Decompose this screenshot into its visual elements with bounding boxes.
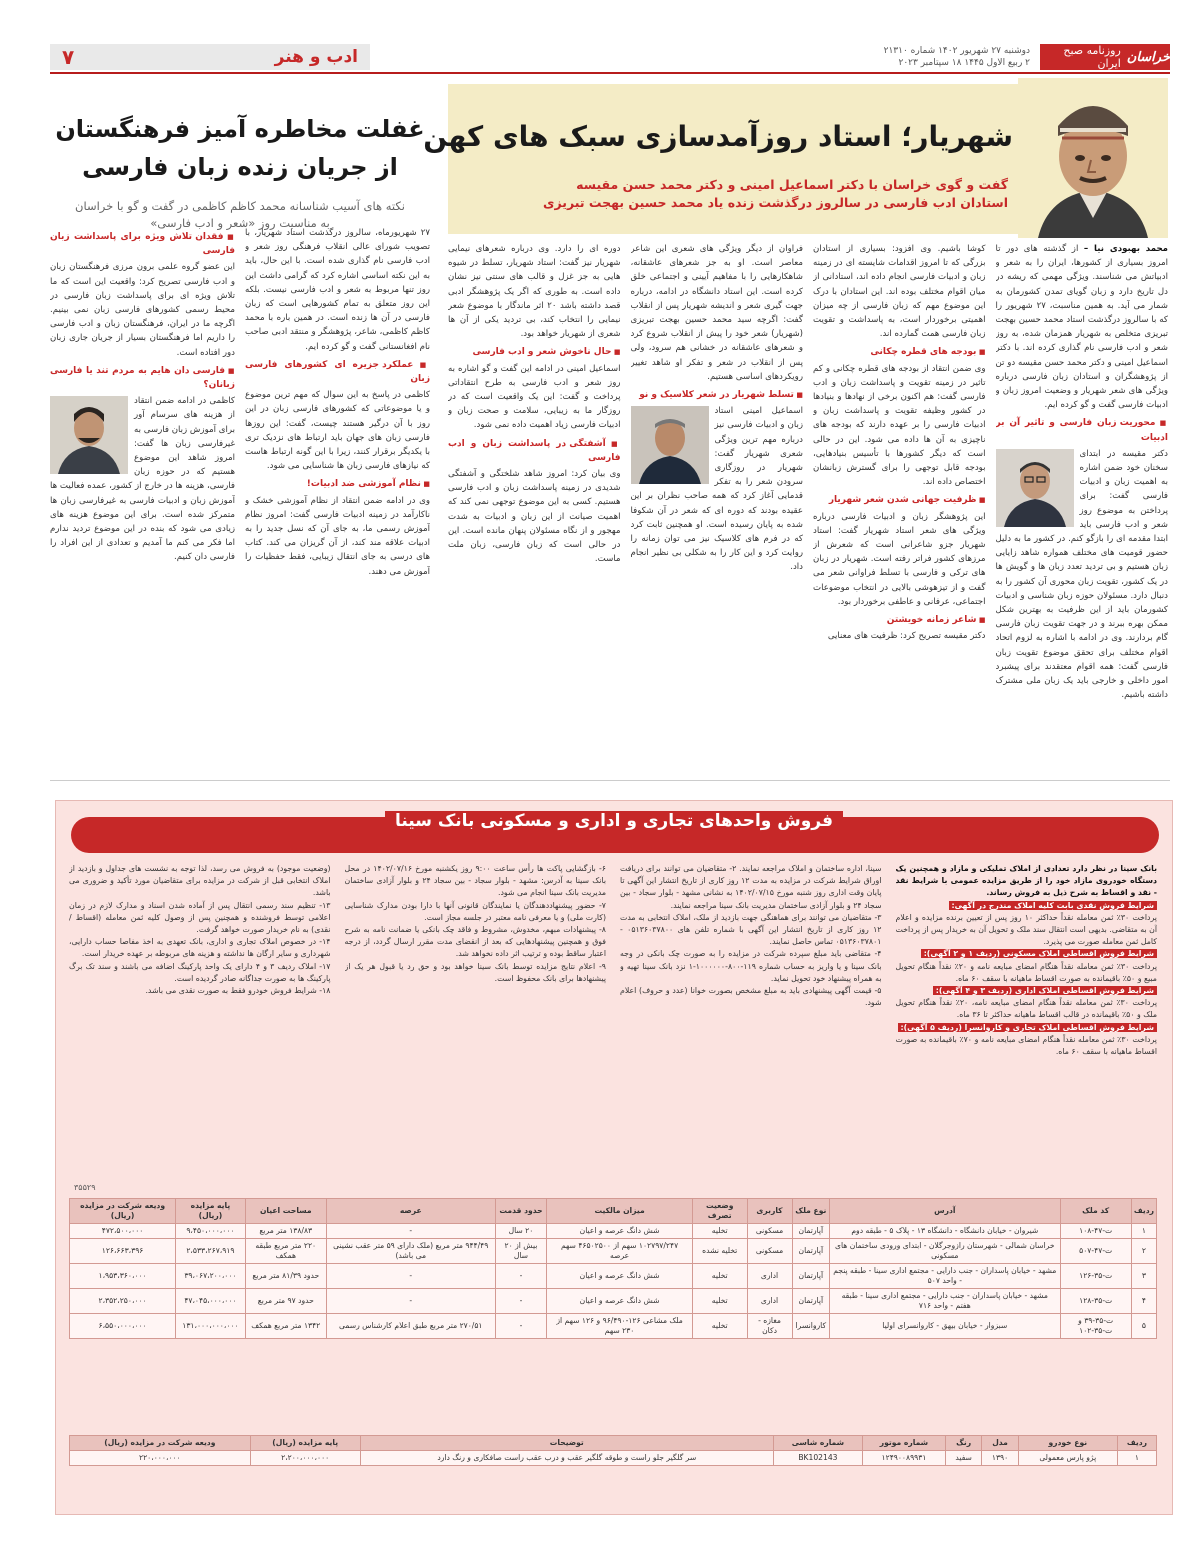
ad-code: ۳۵۵۲۹ — [74, 1183, 96, 1192]
ad-paragraph: پرداخت ۳۰٪ ثمن معامله نقداً هنگام امضای مبایعه نامه، ۲۰٪ نقداً هنگام تحویل ملک و ۵۰٪ باقیمانده در قالب اقساط ماهیانه حداکثر تا ۳۶ ماه. — [895, 998, 1157, 1020]
ad-condition-heading: شرایط فروش نقدی بابت کلیه املاک مندرج در آگهی: — [949, 901, 1157, 910]
side-subhead: ■ عملکرد جزیره ای کشورهای فارسی زبان — [245, 358, 430, 386]
property-table — [69, 1198, 1157, 1339]
table-header-cell: حدود قدمت — [495, 1199, 547, 1224]
ad-title[interactable]: فروش واحدهای تجاری و اداری و مسکونی بانک سینا — [385, 811, 843, 831]
vehicle-table — [69, 1435, 1157, 1466]
table-cell: حدود ۸۱/۳۹ متر مربع — [245, 1264, 326, 1289]
lead-paragraph: از گذشته های دور تا امروز بسیاری از کشورها، ایران را به شعر و ادبیاتش می شناسند. ویژگی مهمی که ریشه در دل تاریخ دارد و زبان گویای تمدن کشورمان به شمار می آید. به همین مناسبت، ۲۷ شهریور را که با سالروز درگذشت استاد محمد حسین بهجت تبریزی متخلص به شهریار همزمان شده، به روز شعر و ادب فارسی نام گذاری کرده اند. با دکتر اسماعیل امینی و دکتر محمد حسن مقیسه دو تن از پژوهشگران و استادان زبان فارسی درباره ویژگی های شعر شهریار و وضعیت امروز زبان و ادبیات فارسی گفت و گو کرده ایم. — [995, 244, 1168, 411]
table-header-cell: ردیف — [1117, 1436, 1156, 1451]
ad-paragraph: پرداخت ۳۰٪ ثمن معامله نقداً هنگام امضای مبایعه نامه و ۷۰٪ باقیمانده به صورت اقساط ماهیانه با سقف ۶۰ ماه. — [895, 1034, 1157, 1057]
table-row[interactable] — [70, 1314, 1157, 1339]
vehicle-table-body — [70, 1451, 1157, 1466]
table-header-cell: ودیعه شرکت در مزایده (ریال) — [70, 1436, 251, 1451]
table-cell: ت-۳۵-۱۲۸ — [1060, 1289, 1131, 1314]
ad-paragraph: ۷- حضور پیشنهاددهندگان یا نمایندگان قانونی آنها با دارا بودن مدارک شناسایی (کارت ملی) و یا معرفی نامه معتبر در جلسه مجاز است. — [344, 900, 606, 922]
table-cell: ۱ — [1131, 1224, 1156, 1239]
table-cell: ۴۷۲،۵۰۰،۰۰۰ — [70, 1224, 176, 1239]
side-columns — [50, 226, 430, 840]
table-cell: آپارتمان — [792, 1224, 830, 1239]
table-cell: - — [326, 1264, 495, 1289]
table-cell: ۶،۵۵۰،۰۰۰،۰۰۰ — [70, 1314, 176, 1339]
table-cell: آپارتمان — [792, 1264, 830, 1289]
table-cell: ۱۲۶،۶۶۳،۳۹۶ — [70, 1239, 176, 1264]
ad-condition-heading: شرایط فروش اقساطی املاک مسکونی (ردیف ۱ و ۲ آگهی): — [921, 949, 1157, 958]
side-subtitle-1: نکته های آسیب شناسانه محمد کاظم کاظمی در گفت و گو با خراسان — [75, 199, 405, 213]
page-number: ۷ — [62, 45, 75, 69]
table-cell: پژو پارس معمولی — [1018, 1451, 1117, 1466]
lead-subtitle-2: استادان ادب فارسی در سالروز درگذشت زنده یاد محمد حسین بهجت تبریزی — [543, 195, 1008, 210]
ad-paragraph: پرداخت ۳۰٪ ثمن معامله نقداً هنگام امضای مبایعه نامه و ۲۰٪ نقداً هنگام تحویل مبیع و ۵۰٪ باقیمانده به صورت اقساط ماهیانه با سقف ۶۰ ماه. — [895, 961, 1157, 983]
table-cell: آپارتمان — [792, 1289, 830, 1314]
table-cell: - — [495, 1289, 547, 1314]
table-cell: مشهد - خیابان پاسداران - جنب دارایی - مجتمع اداری سینا - طبقه هفتم - واحد ۷۱۶ — [830, 1289, 1060, 1314]
table-cell: ۱۳۹۰ — [982, 1451, 1018, 1466]
shahriar-portrait — [1018, 78, 1168, 238]
ad-paragraph: (وضعیت موجود) به فروش می رسد، لذا توجه به نشست های جداول و بازدید از املاک انتخابی قبل از شرکت در مزایده برای متقاضیان مورد تأکید و ضروری می باشد. — [69, 864, 331, 898]
table-cell: ۲،۵۳۳،۲۶۷،۹۱۹ — [176, 1239, 246, 1264]
byline: محمد بهبودی نیا – — [1083, 244, 1168, 254]
table-cell: اداری — [747, 1264, 792, 1289]
section-name: ادب و هنر — [274, 47, 358, 67]
lead-subhead: ■ محوریت زبان فارسی و تاثیر آن بر ادبیات — [996, 416, 1169, 444]
ad-intro: بانک سینا در نظر دارد تعدادی از املاک تملیکی و مازاد و همچنین یک دستگاه خودروی مازاد خود را از طریق مزایده عمومی با شرایط نقد - نقد و اقساط به شرح ذیل به فروش رساند. — [895, 864, 1157, 898]
ad-column-2 — [620, 863, 882, 1133]
lead-column-1 — [996, 242, 1169, 832]
table-cell: ۳۹،۰۶۷،۲۰۰،۰۰۰ — [176, 1264, 246, 1289]
lead-paragraph: دکتر مقیسه تصریح کرد: ظرفیت های معنایی — [827, 631, 986, 642]
table-header-cell: وضعیت تصرف — [692, 1199, 747, 1224]
table-cell: ت-۴۷-۵۰۷ — [1060, 1239, 1131, 1264]
side-subhead: ■ فارسی دان هایم به مردم تند یا فارسی زبانان؟ — [50, 364, 235, 392]
table-cell: ت-۴۷-۱۰۸ — [1060, 1224, 1131, 1239]
table-header-cell: کد ملک — [1060, 1199, 1131, 1224]
table-row[interactable] — [70, 1264, 1157, 1289]
property-table-header — [70, 1199, 1157, 1224]
page-header — [50, 42, 1170, 74]
brand-tagline: روزنامه صبح ایران — [1063, 44, 1121, 70]
table-cell: حدود ۹۷ متر مربع — [245, 1289, 326, 1314]
interviewee-photo — [631, 406, 709, 484]
table-cell: ملک مشاعی ۱۲۶-۹۶/۴۹۰ و ۱۲۶ سهم از ۲۳۰ سهم — [547, 1314, 693, 1339]
table-cell: شش دانگ عرصه و اعیان — [547, 1264, 693, 1289]
table-cell: ۲،۳۵۲،۲۵۰،۰۰۰ — [70, 1289, 176, 1314]
lead-subtitle-1: گفت و گوی خراسان با دکتر اسماعیل امینی و دکتر محمد حسن مقیسه — [576, 177, 1008, 192]
ad-paragraph: ۱۸- شرایط فروش خودرو فقط به صورت نقدی می باشد. — [145, 986, 331, 996]
table-header-cell: ردیف — [1131, 1199, 1156, 1224]
table-header-cell: نوع خودرو — [1018, 1436, 1117, 1451]
ad-condition-heading: شرایط فروش اقساطی املاک تجاری و کاروانسرا (ردیف ۵ آگهی): — [898, 1023, 1158, 1032]
table-header-cell: توضیحات — [360, 1436, 773, 1451]
table-cell: اداری — [747, 1289, 792, 1314]
table-cell: تخلیه نشده — [692, 1239, 747, 1264]
table-cell: مغازه - دکان — [747, 1314, 792, 1339]
table-cell: مشهد - خیابان پاسداران - جنب دارایی - مجتمع اداری سینا - طبقه پنجم - واحد ۵۰۷ — [830, 1264, 1060, 1289]
table-header-cell: کاربری — [747, 1199, 792, 1224]
table-header-cell: عرصه — [326, 1199, 495, 1224]
table-cell: - — [326, 1224, 495, 1239]
table-cell: سفید — [945, 1451, 981, 1466]
table-header-cell: رنگ — [945, 1436, 981, 1451]
table-cell: بیش از ۲۰ سال — [495, 1239, 547, 1264]
lead-column-4 — [448, 242, 621, 832]
table-cell: ۲،۲۰۰،۰۰۰،۰۰۰ — [250, 1451, 360, 1466]
table-cell: ۱،۹۵۳،۳۶۰،۰۰۰ — [70, 1264, 176, 1289]
table-cell: شش دانگ عرصه و اعیان — [547, 1224, 693, 1239]
vehicle-table-header — [70, 1436, 1157, 1451]
table-header-cell: مساحت اعیان — [245, 1199, 326, 1224]
side-paragraph: ۲۷ شهریورماه، سالروز درگذشت استاد شهریار، با تصویب شورای عالی انقلاب فرهنگی روز شعر و ادب فارسی نام گذاری شده است. با این حال، باید به این نکته اساسی اشاره کرد که گرامی داشت این روز تنها مربوط به شعر و ادب فارسی نیست. بلکه این روز متعلق به تمام کشورهایی است که زبان فارسی در آن ها زنده است. در همین باره با محمد کاظم کاظمی، شاعر، پژوهشگر و منتقد ادبی صاحب نام افغانستانی گفت و گو کرده ایم. — [245, 228, 430, 352]
table-cell: ۲۷۰/۵۱ متر مربع طبق اعلام کارشناس رسمی — [326, 1314, 495, 1339]
side-subhead: ■ نظام آموزشی ضد ادبیات! — [245, 477, 430, 491]
table-header-cell: پایه مزایده (ریال) — [250, 1436, 360, 1451]
lead-paragraph: فراوان از دیگر ویژگی های شعری این شاعر معاصر است. او به جز شعرهای عاشقانه، شاهکارهایی را با مفاهیم آیینی و اجتماعی خلق کرده است. این استاد دانشگاه در ادامه، درباره جهت گیری شعر و اندیشه شهریار پس از انقلاب گفت: اگرچه سید محمد حسین بهجت تبریزی (شهریار) شعر خود را پیش از انقلاب شروع کرد و شعرهای عاشقانه در خشانی هم سرود، ولی پس از انقلاب در شعر و تفکر او شاهد تغییر رویکردهای اساسی هستیم. — [630, 244, 803, 382]
table-cell: مسکونی — [747, 1239, 792, 1264]
lead-subhead: ■ بودجه های قطره چکانی — [813, 345, 986, 359]
kazemi-photo — [50, 396, 128, 474]
dateline — [884, 45, 1030, 69]
newspaper-brand[interactable] — [1040, 44, 1170, 70]
section-divider — [50, 780, 1170, 781]
ad-condition-heading: شرایط فروش اقساطی املاک اداری (ردیف ۳ و ۴ آگهی): — [933, 986, 1157, 995]
side-paragraph: این عضو گروه علمی برون مرزی فرهنگستان زبان و ادب فارسی تصریح کرد: واقعیت این است که ما تلاش ویژه ای برای پاسداشت زبان فارسی در محیط رسمی کشورهای فارسی زبان نمی بینیم. اگرچه ما در ایران، فرهنگستان زبان و ادب فارسی را داریم اما فرهنگستان بسیار از جریان جاری زبان دور افتاده است. — [50, 262, 235, 358]
side-column-2 — [50, 226, 235, 840]
table-cell: ۴۷،۰۴۵،۰۰۰،۰۰۰ — [176, 1289, 246, 1314]
bank-sina-advertisement — [55, 800, 1173, 1515]
table-cell: سبزوار - خیابان بیهق - کاروانسرای اولیا — [830, 1314, 1060, 1339]
table-cell: ۲۰ سال — [495, 1224, 547, 1239]
table-cell: ۲۲۰،۰۰۰،۰۰۰ — [70, 1451, 251, 1466]
table-cell: ۱۳۴۲ متر مربع همکف — [245, 1314, 326, 1339]
lead-column-3 — [631, 242, 804, 832]
date-line-1: دوشنبه ۲۷ شهریور ۱۴۰۲ شماره ۲۱۳۱۰ — [883, 46, 1030, 56]
table-header-cell: شماره موتور — [863, 1436, 946, 1451]
table-cell: - — [495, 1264, 547, 1289]
table-cell: مسکونی — [747, 1224, 792, 1239]
table-header-cell: شماره شاسی — [773, 1436, 862, 1451]
table-cell: ۹،۴۵۰،۰۰۰،۰۰۰ — [176, 1224, 246, 1239]
ad-paragraph: ۳- متقاضیان می توانند برای هماهنگی جهت بازدید از ملک، املاک انتخابی به مدت ۱۲ روز کاری از تاریخ انتشار این آگهی با شماره تلفن های ۰۵۱۳۶۰۳۷۸۰۰ - ۰۵۱۳۶۰۳۷۸۰۱ تماس حاصل نمایند. — [620, 912, 882, 947]
lead-column-2 — [813, 242, 986, 832]
table-cell: ۱۲۴۹۰۰۸۹۹۳۱ — [863, 1451, 946, 1466]
interviewee-photo — [996, 449, 1074, 527]
table-header-cell: آدرس — [830, 1199, 1060, 1224]
table-row[interactable] — [70, 1224, 1157, 1239]
side-paragraph: وی در ادامه ضمن انتقاد از نظام آموزشی خشک و ناکارآمد در زمینه ادبیات فارسی گفت: امروز نظام آموزش رسمی ما، به جای آن که نسل جدید را به ادبیات علاقه مند کند، از آن گریزان می کند. کتاب های درسی به جای انتقال زیبایی، فقط حفظیات را آموزش می دهند. — [245, 495, 430, 577]
lead-subhead: ■ تسلط شهریار در شعر کلاسیک و نو — [631, 388, 804, 402]
lead-paragraph: اسماعیل امینی در ادامه این گفت و گو اشاره به روز شعر و ادب فارسی به طرح انتقاداتی پرداخت و گفت: این یک واقعیت است که در روزگار ما به زیبایی، سلامت و صحت زبان و ادبیات فارسی زیاد اهمیت داده نمی شود. — [448, 363, 621, 431]
table-cell: تخلیه — [692, 1224, 747, 1239]
lead-subhead: ■ ظرفیت جهانی شدن شعر شهریار — [813, 493, 986, 507]
table-cell: ت-۳۵-۳۹ و ت-۳۵-۱۰۲ — [1060, 1314, 1131, 1339]
table-header-cell: مدل — [982, 1436, 1018, 1451]
lead-headline[interactable]: شهریار؛ استاد روزآمدسازی سبک های کهن — [423, 120, 1013, 153]
lead-subhead: ■ حال ناخوش شعر و ادب فارسی — [448, 345, 621, 359]
lead-paragraph: دوره ای را دارد. وی درباره شعرهای نیمایی شهریار نیز گفت: استاد شهریار، تسلط در شیوه هایی به جز غزل و قالب های سنتی نیز نشان داده است. به طوری که اگر یک پژوهشگر ادبی قصد داشته باشد ۲۰ اثر ماندگار با موضوع شعر نیمایی را انتخاب کند، بی تردید یکی از آن ها شعری از شهریار خواهد بود. — [448, 244, 621, 340]
side-headline[interactable] — [50, 110, 430, 186]
table-cell: - — [495, 1314, 547, 1339]
ad-column-4 — [69, 863, 331, 1133]
table-cell: ۱۳۸/۸۳ متر مربع — [245, 1224, 326, 1239]
lead-paragraph: اسماعیل امینی استاد زبان و ادبیات فارسی نیز درباره مهم ترین ویژگی شعری شهریار گفت: شهریار در روزگاری سرودن شعر را به تفکر قدمایی آغاز کرد که همه صاحب نظران بر این عقیده بودند که دوره ای که شعر در آن شکوفا شده به پایان رسیده است. او همچنین ثابت کرد که در فرم های کلاسیک نیز می توان زمانه را روایت کرد و این کار را به شکلی بی نظیر انجام داد. — [630, 406, 803, 573]
table-cell: ۳ — [1131, 1264, 1156, 1289]
ad-paragraph: ۹- اعلام نتایج مزایده توسط بانک سینا خواهد بود و حق رد یا قبول هر یک از پیشنهادها برای بانک محفوظ است. — [344, 961, 606, 983]
lead-paragraph: کوشا باشیم. وی افزود: بسیاری از استادان بزرگی که تا امروز اقدامات شایسته ای در زمینه زبان و ادبیات فارسی انجام داده اند، استادانی از میان اقوام مختلف بوده اند. این استادان با درک این موضوع مهم که زبان فارسی از چه میزان اهمیتی برخوردار است، به پاسداشت و تقویت زبان فارسی همت گمارده اند. — [813, 244, 986, 340]
brand-logo: خراسان — [1126, 49, 1170, 65]
ad-paragraph: ۱۷- املاک ردیف ۳ و ۴ دارای یک واحد پارکینگ اضافه می باشند و سند تک برگ پارکینگ ها به صورت جداگانه صادر گردیده است. — [69, 961, 331, 983]
lead-paragraph: وی بیان کرد: امروز شاهد شلختگی و آشفتگی شدیدی در زمینه پاسداشت زبان و ادب فارسی هستیم. کسی به این موضوع توجهی نمی کند که اهمیت صیانت از این زبان و ادبیات به شدت مهجور و از نگاه مسئولان پنهان مانده است. این در حالی است که زبان فارسی، زبان ملت ماست. — [448, 469, 621, 565]
table-cell: خراسان شمالی - شهرستان رازوجرگلان - ابتدای ورودی ساختمان های مسکونی — [830, 1239, 1060, 1264]
side-paragraph: کاظمی در ادامه ضمن انتقاد از هزینه های سرسام آور برای آموزش زبان فارسی به غیرفارسی زبان ها گفت: امروز شاهد این موضوع هستیم که در حوزه زبان فارسی، هزینه ها در خارج از کشور، عمده فعالیت ها آموزش زبان و ادبیات فارسی به غیرفارسی زبان ها متمرکز شده است. برای این موضوع هزینه های زیادی می شود که بنده در این موضوع تردید ندارم اما فکر می کنم ما آمدیم و تعدادی از این افراد را فارسی دان کنیم. — [50, 396, 235, 563]
ad-paragraph: ۱۴- در خصوص املاک تجاری و اداری، بانک تعهدی به اخذ مفاصا حساب دارایی، شهرداری و سایر ارگان ها نداشته و هزینه های مربوطه بر عهده خریدار است. — [69, 937, 331, 959]
lead-subhead: ■ آشفتگی در پاسداشت زبان و ادب فارسی — [448, 437, 621, 465]
ad-column-3 — [345, 863, 607, 1133]
ad-paragraph: سینا، اداره ساختمان و املاک مراجعه نمایند. ۲- متقاضیان می توانند برای دریافت اوراق شرایط شرکت در مزایده به مدت ۱۲ روز کاری از تاریخ انتشار این آگهی تا پایان وقت اداری روز شنبه مورخ ۱۴۰۲/۰۷/۱۵ به نشانی مشهد - بلوار سجاد - بین سجاد ۲۴ و بلوار آزادی ساختمان مدیریت بانک سینا مراجعه نمایند. — [620, 864, 882, 910]
table-cell: شش دانگ عرصه و اعیان — [547, 1289, 693, 1314]
ad-column-1 — [896, 863, 1158, 1133]
side-paragraph: کاظمی در پاسخ به این سوال که مهم ترین موضوع و یا موضوعاتی که کشورهای فارسی زبان در این روز با آن درگیر هستند چیست، گفت: این روزها فارسی زبان های جهان باید ارتباط های نزدیک تری با یکدیگر برقرار کنند، زیرا با این گونه ارتباط هاست که نیازهای فارسی زبان ها شناسایی می شود. — [245, 390, 430, 472]
ad-paragraph: ۵- قیمت آگهی پیشنهادی باید به مبلغ مشخص بصورت خوانا (عدد و حروف) اعلام شود. — [620, 986, 882, 1008]
table-cell: تخلیه — [692, 1314, 747, 1339]
table-cell: ۹۴۴/۴۹ متر مربع (ملک دارای ۵۹ متر عقب نشینی می باشد) — [326, 1239, 495, 1264]
table-cell: ۴ — [1131, 1289, 1156, 1314]
ad-paragraph: پرداخت ۳۰٪ ثمن معامله نقداً حداکثر ۱۰ روز پس از تعیین برنده مزایده و اعلام آن به متقاضی. بدیهی است انتقال سند ملک و تحویل آن به خریدار پس از پرداخت کامل ثمن معامله صورت می پذیرد. — [895, 912, 1157, 947]
table-cell: تخلیه — [692, 1289, 747, 1314]
side-subhead: ■ فقدان تلاش ویژه برای پاسداشت زبان فارسی — [50, 230, 235, 258]
table-cell: کاروانسرا — [792, 1314, 830, 1339]
table-cell: شیروان - خیابان دانشگاه - دانشگاه ۱۳ - پلاک ۵ - طبقه دوم — [830, 1224, 1060, 1239]
table-cell: ت-۳۵-۱۲۶ — [1060, 1264, 1131, 1289]
table-cell: سر گلگیر جلو راست و طوقه گلگیر عقب و درب عقب راست صافکاری و رنگ دارد — [360, 1451, 773, 1466]
table-cell: ۵ — [1131, 1314, 1156, 1339]
date-line-2: ۲ ربیع الاول ۱۴۴۵ ۱۸ سپتامبر ۲۰۲۳ — [898, 58, 1030, 68]
lead-columns — [448, 242, 1168, 832]
table-cell: ۲ — [1131, 1239, 1156, 1264]
table-header-cell: نوع ملک — [792, 1199, 830, 1224]
property-table-body — [70, 1224, 1157, 1339]
lead-paragraph: دکتر مقیسه در ابتدای سخنان خود ضمن اشاره به اهمیت زبان و ادبیات فارسی گفت: برای پرداختن به موضوع روز شعر و ادب فارسی باید ابتدا مقدمه ای را بازگو کنم. در کشور ما به دلیل حضور قومیت های مختلف همواره شاهد زایایی زبان هستیم و بی تردید تعدد زبان ها و گویش ها در یک کشور، تقویت زبان محوری آن کشور را به دنبال دارد. مسئولان حوزه زبان شناسی و ادبیات کشورمان باید از این ظرفیت به بهترین شکل ممکن بهره ببرند و در جهت تقویت زبان فارسی گام بردارند. وی در ادامه با اشاره به لزوم اتحاد اقوام مختلف برای تحقق موضوع تقویت زبان فارسی گفت: همه اقوام معتقدند برای پیشبرد امور داخلی و خارجی باید یک زبان ملی مشترک داشته باشیم. — [995, 448, 1168, 701]
ad-paragraph: ۴- متقاضی باید مبلغ سپرده شرکت در مزایده را به صورت چک بانکی در وجه بانک سینا و یا واریز به حساب شماره ۱۱۹-۸۰۰-۱۰۰۰۰۰۰-۱ نزد بانک سینا تهیه و به همراه پیشنهاد خود تحویل نماید. — [620, 949, 882, 983]
lead-subhead: ■ شاعر زمانه خویشتن — [813, 613, 986, 627]
side-column-1 — [245, 226, 430, 840]
table-header-cell: پایه مزایده (ریال) — [176, 1199, 246, 1224]
section-box — [50, 44, 370, 70]
table-row[interactable] — [70, 1289, 1157, 1314]
table-cell: ۱۳۱،۰۰۰،۰۰۰،۰۰۰ — [176, 1314, 246, 1339]
table-row[interactable] — [70, 1239, 1157, 1264]
lead-banner — [423, 84, 1168, 234]
lead-story — [423, 84, 1168, 701]
lead-subheadline — [468, 176, 1008, 212]
side-headline-line-2: از جریان زنده زبان فارسی — [82, 153, 398, 181]
ad-paragraph: ۸- پیشنهادات مبهم، مخدوش، مشروط و فاقد چک بانکی یا ضمانت نامه به شرح فوق و همچنین پیشنهادهایی که بعد از انقضای مدت مقرر ارسال گردد، از درجه اعتبار ساقط بوده و ترتیب اثر داده نخواهد شد. — [344, 925, 606, 959]
ad-paragraph: ۶- بازگشایی پاکت ها رأس ساعت ۹:۰۰ روز یکشنبه مورخ ۱۴۰۲/۰۷/۱۶ در محل بانک سینا به آدرس: مشهد - بلوار سجاد - بین سجاد ۲۴ و بلوار آزادی ساختمان مدیریت بانک سینا انجام می شود. — [344, 864, 606, 898]
table-header-cell: میزان مالکیت — [547, 1199, 693, 1224]
table-cell: آپارتمان — [792, 1239, 830, 1264]
lead-paragraph: این پژوهشگر زبان و ادبیات فارسی درباره ویژگی های شعر استاد شهریار گفت: استاد شهریار جزو شاعرانی است که شعرش از مرزهای کشور فراتر رفته است. شهریار در زبان های ترکی و فارسی با تسلط فراوانی شعر می گفت و از تیزهوشی بالایی در انتخاب موضوعات اجتماعی، عرفانی و عاطفی برخوردار بود. — [813, 511, 986, 607]
table-row[interactable] — [70, 1451, 1157, 1466]
ad-paragraph: ۱۳- تنظیم سند رسمی انتقال پس از آماده شدن اسناد و مدارک لازم در زمان اعلامی توسط فروشنده و همچنین پس از وصول کلیه ثمن معامله (اقساط / نقدی) به نام خریدار صورت خواهد گرفت. — [69, 900, 331, 935]
side-subtitle-2: به مناسبت روز «شعر و ادب فارسی» — [150, 216, 330, 230]
table-cell: - — [326, 1289, 495, 1314]
ad-terms — [69, 863, 1157, 1133]
ad-title-wrap — [56, 811, 1172, 831]
lead-paragraph: وی ضمن انتقاد از بودجه های قطره چکانی و کم تاثیر در زمینه تقویت و پاسداشت زبان و ادب فارسی گفت: هم اکنون برخی از نهادها و بنیادها در کشور وظیفه تقویت و پاسداشت زبان و ادبیات فارسی را بر عهده دارند که بودجه های ناچیزی به آن ها داده می شود. این در حالی است که دیگر کشورها با تأسیس بنیادهایی، بودجه قابل توجهی را برای گسترش زبانشان اختصاص داده اند. — [813, 363, 986, 488]
side-headline-line-1: غفلت مخاطره آمیز فرهنگستان — [55, 115, 425, 143]
table-cell: ۱ — [1117, 1451, 1156, 1466]
table-cell: تخلیه — [692, 1264, 747, 1289]
table-cell: ۱۰۲۷۹۷/۲۴۷ سهم از ۴۶۵۰۲۵۰۰ سهم عرصه — [547, 1239, 693, 1264]
side-story — [50, 84, 430, 577]
table-header-cell: ودیعه شرکت در مزایده (ریال) — [70, 1199, 176, 1224]
table-cell: BK102143 — [773, 1451, 862, 1466]
table-cell: ۲۲۰ متر مربع طبقه همکف — [245, 1239, 326, 1264]
